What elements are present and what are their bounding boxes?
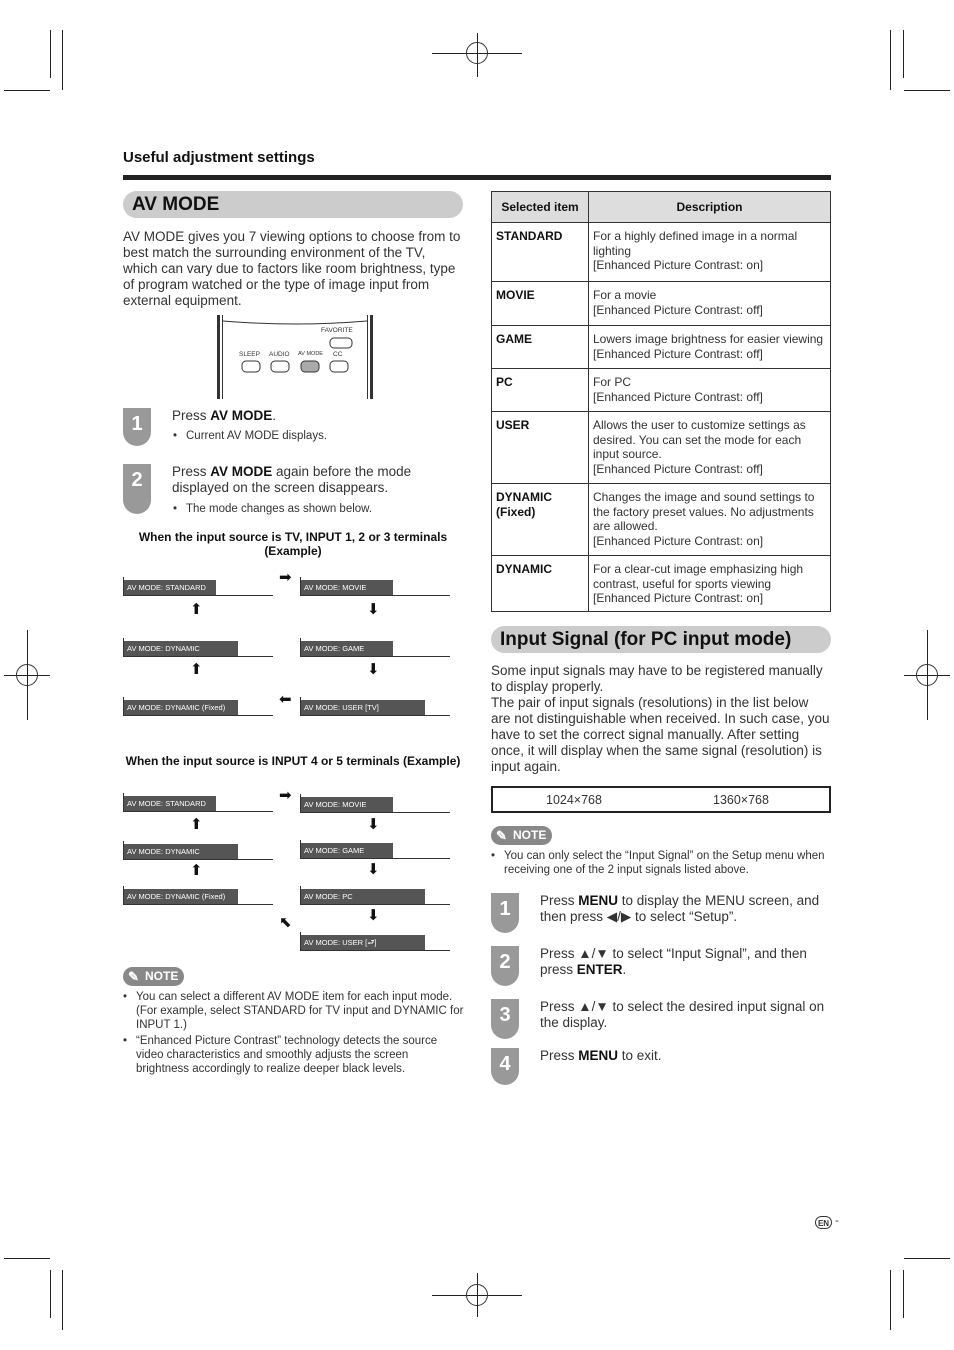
step-badge [123, 408, 151, 446]
flow1-caption: When the input source is TV, INPUT 1, 2 or 3 terminals (Example) [138, 530, 448, 558]
page-number-dash: - [835, 1215, 839, 1227]
text: Press [172, 408, 211, 423]
input-signal-para1: Some input signals may have to be registered manually to display properly. [491, 663, 823, 694]
osd-dynamic [123, 638, 273, 657]
description-cell [589, 282, 831, 326]
description-text: [Enhanced Picture Contrast: off] [593, 389, 763, 404]
step-badge [491, 893, 519, 933]
text: Press [540, 893, 579, 908]
description-cell [589, 556, 831, 612]
av-mode-title: AV MODE [123, 191, 463, 218]
av-mode-intro: AV MODE gives you 7 viewing options to choose from to best match the surrounding environment of the TV, which can vary due to factors like room brightness, type of program watched or the type of image input from external equipment. [123, 229, 461, 308]
signal-1024: 1024×768 [546, 793, 602, 807]
arrow-down-icon: ⬇ [367, 601, 380, 618]
av-note-2: • “Enhanced Picture Contrast” technology detects the source video characteristics and smoothly adjusts the screen brightness accordingly to realize deeper black levels. [136, 1034, 464, 1076]
osd-pc [300, 886, 450, 905]
description-text: For PC [593, 375, 632, 389]
note-label: NOTE [513, 828, 547, 842]
av-note-1: • You can select a different AV MODE item for each input mode. (For example, select STANDARD for TV input and DYNAMIC for INPUT 1.) [136, 990, 464, 1032]
item-cell: DYNAMIC [492, 556, 589, 612]
osd-game [300, 638, 450, 657]
item-cell: DYNAMIC (Fixed) [492, 484, 589, 556]
remote-label-favorite: FAVORITE [321, 327, 353, 334]
note-badge [491, 826, 552, 845]
arrow-left-icon: ⬅ [279, 691, 292, 708]
step-badge [123, 464, 151, 514]
osd-label: AV MODE: DYNAMIC (Fixed) [124, 700, 238, 715]
input-signal-note: • You can only select the “Input Signal” on the Setup menu when receiving one of the 2 input signals listed above. [504, 849, 829, 877]
button-name: AV MODE [210, 464, 273, 479]
text: . [622, 962, 627, 977]
table-header-row [492, 192, 831, 223]
av-step-1-bullet: • Current AV MODE displays. [186, 429, 462, 443]
arrow-up-icon: ⬆ [190, 862, 203, 879]
osd-label: AV MODE: GAME [301, 641, 393, 656]
remote-label-cc: CC [333, 351, 343, 358]
table-row [492, 326, 831, 369]
step-number: 1 [499, 898, 511, 920]
step-number: 4 [499, 1053, 511, 1075]
table-row [492, 412, 831, 484]
registration-circle [16, 664, 38, 686]
osd-label: AV MODE: STANDARD [124, 580, 216, 595]
osd-label-text: AV MODE: USER [ [304, 938, 368, 947]
osd-label-text: ] [374, 938, 377, 947]
item-cell: USER [492, 412, 589, 484]
remote-label-audio: AUDIO [269, 351, 290, 358]
text: to display the MENU screen, and then press ◀/▶ to select “Setup”. [540, 893, 820, 924]
is-step-3-text [540, 999, 832, 1031]
crop-mark [904, 1258, 950, 1259]
registration-circle [466, 42, 488, 64]
arrow-up-icon: ⬆ [190, 661, 203, 678]
description-text: Changes the image and sound settings to the factory preset values. No adjustments are allowed. [593, 490, 815, 533]
description-text: For a movie [593, 288, 657, 302]
arrow-right-icon: ➡ [279, 569, 292, 586]
av-mode-table [491, 191, 831, 612]
arrow-up-left-icon: ⬉ [279, 914, 292, 931]
flow2-caption: When the input source is INPUT 4 or 5 terminals (Example) [125, 754, 461, 768]
crop-mark [62, 30, 63, 90]
osd-standard [123, 793, 273, 812]
osd-label: AV MODE: PC [301, 889, 425, 904]
arrow-down-icon: ⬇ [367, 661, 380, 678]
page-header: Useful adjustment settings [123, 149, 315, 166]
description-cell [589, 326, 831, 369]
osd-dynamic-fixed [123, 697, 273, 716]
input-signal-title: Input Signal (for PC input mode) [491, 626, 831, 653]
description-cell [589, 223, 831, 282]
arrow-up-icon: ⬆ [190, 816, 203, 833]
osd-dynamic-fixed [123, 886, 273, 905]
description-text: [Enhanced Picture Contrast: on] [593, 591, 764, 605]
osd-label: AV MODE: USER [TV] [301, 700, 425, 715]
item-cell: STANDARD [492, 223, 589, 282]
osd-game [300, 840, 450, 859]
description-text: For a highly defined image in a normal lighting [593, 229, 798, 258]
registration-circle [916, 664, 938, 686]
av-step-2-text [172, 464, 462, 496]
header-rule [123, 175, 831, 180]
osd-label: AV MODE: MOVIE [301, 580, 393, 595]
arrow-up-icon: ⬆ [190, 601, 203, 618]
osd-label: AV MODE: DYNAMIC [124, 641, 238, 656]
description-text: [Enhanced Picture Contrast: off] [593, 302, 763, 317]
signal-pair-box [491, 786, 831, 813]
av-step-1-text [172, 408, 462, 424]
crop-mark [4, 1258, 50, 1259]
language-mark: EN [815, 1216, 832, 1229]
step-number: 1 [131, 413, 143, 435]
crop-mark [4, 90, 50, 91]
osd-label [301, 935, 425, 950]
table-row [492, 556, 831, 612]
osd-label: AV MODE: DYNAMIC [124, 844, 238, 859]
is-step-2-text [540, 946, 832, 978]
description-cell [589, 484, 831, 556]
item-cell: MOVIE [492, 282, 589, 326]
pencil-icon: ✎ [128, 969, 139, 984]
osd-standard [123, 577, 273, 596]
crop-mark [904, 90, 950, 91]
description-text: [Enhanced Picture Contrast: off] [593, 346, 763, 361]
table-row [492, 369, 831, 412]
is-step-4-text [540, 1048, 832, 1064]
input-signal-para2: The pair of input signals (resolutions) in the list below are not distinguishable when received. In such case, you have to set the correct signal manually. After setting once, it will display when the same signal (resolution) is input again. [491, 695, 830, 774]
crop-mark [903, 30, 904, 78]
arrow-right-icon: ➡ [279, 787, 292, 804]
description-text: Lowers image brightness for easier viewing [593, 332, 824, 346]
signal-1360: 1360×768 [713, 793, 769, 807]
pencil-icon: ✎ [496, 828, 507, 843]
crop-mark [890, 30, 891, 90]
text: . [272, 408, 277, 423]
osd-movie [300, 577, 450, 596]
text: Press [540, 1048, 579, 1063]
osd-user-pc [300, 932, 450, 951]
column-header: Description [589, 192, 831, 223]
step-badge [491, 1048, 519, 1085]
table-row [492, 282, 831, 326]
description-text: [Enhanced Picture Contrast: off] [593, 461, 763, 476]
step-number: 2 [499, 951, 511, 973]
button-name: AV MODE [210, 408, 273, 423]
osd-label: AV MODE: MOVIE [301, 797, 393, 812]
osd-movie [300, 794, 450, 813]
button-name: MENU [578, 893, 619, 908]
description-text: For a clear-cut image emphasizing high contrast, useful for sports viewing [593, 562, 804, 591]
osd-label: AV MODE: STANDARD [124, 796, 216, 811]
text: Press [172, 464, 211, 479]
osd-label: AV MODE: GAME [301, 843, 393, 858]
av-step-2-bullet: • The mode changes as shown below. [186, 502, 462, 516]
description-cell [589, 412, 831, 484]
button-name: ENTER [576, 962, 623, 977]
description-cell [589, 369, 831, 412]
table-row [492, 223, 831, 282]
item-cell: GAME [492, 326, 589, 369]
text: Press ▲/▼ to select “Input Signal”, and then press [540, 946, 807, 977]
arrow-down-icon: ⬇ [367, 907, 380, 924]
input-icon: ⮐ [367, 938, 375, 947]
crop-mark [50, 30, 51, 78]
osd-dynamic [123, 841, 273, 860]
note-label: NOTE [145, 969, 179, 983]
crop-mark [890, 1270, 891, 1330]
text: Press ▲/▼ to select the desired input signal on the display. [540, 999, 825, 1030]
step-badge [491, 946, 519, 986]
description-text: [Enhanced Picture Contrast: on] [593, 258, 764, 272]
description-text: Allows the user to customize settings as desired. You can set the mode for each input source. [593, 418, 806, 461]
text: to exit. [618, 1048, 662, 1063]
step-number: 3 [499, 1004, 511, 1026]
registration-circle [466, 1284, 488, 1306]
crop-mark [62, 1270, 63, 1330]
step-number: 2 [131, 469, 143, 491]
remote-label-sleep: SLEEP [239, 351, 260, 358]
item-cell: PC [492, 369, 589, 412]
button-name: MENU [578, 1048, 619, 1063]
text: again before the mode displayed on the screen disappears. [172, 464, 412, 495]
osd-label: AV MODE: DYNAMIC (Fixed) [124, 889, 238, 904]
arrow-down-icon: ⬇ [367, 861, 380, 878]
note-badge [123, 967, 184, 986]
remote-label-av-mode: AV MODE [298, 351, 323, 357]
step-badge [491, 999, 519, 1039]
crop-mark [903, 1270, 904, 1318]
crop-mark [50, 1270, 51, 1318]
is-step-1-text [540, 893, 832, 925]
osd-user-tv [300, 697, 450, 716]
column-header: Selected item [492, 192, 589, 223]
arrow-down-icon: ⬇ [367, 816, 380, 833]
description-text: [Enhanced Picture Contrast: on] [593, 533, 764, 548]
table-row [492, 484, 831, 556]
